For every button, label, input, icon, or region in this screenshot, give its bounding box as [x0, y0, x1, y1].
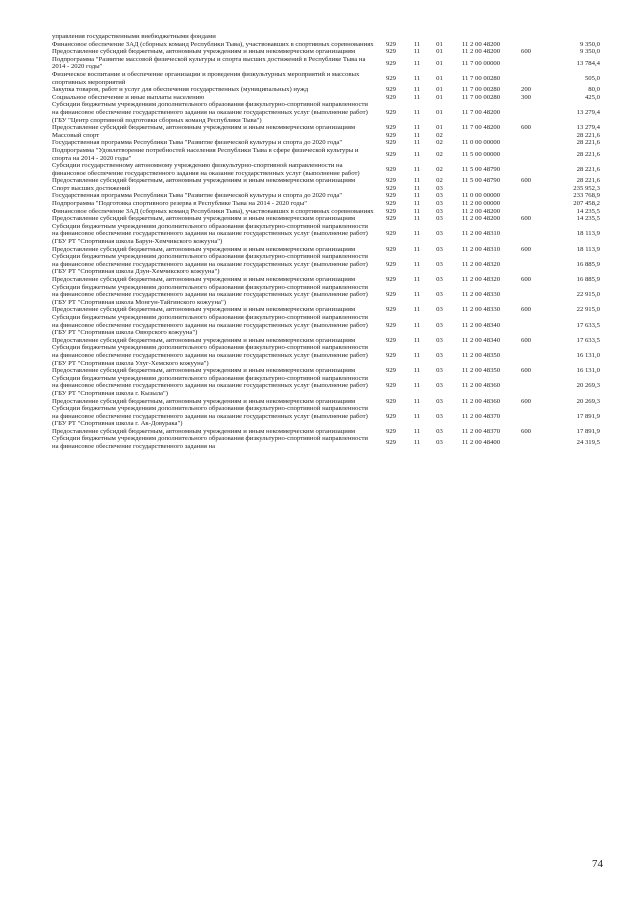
row-expense-type	[511, 139, 541, 147]
row-grbs: 929	[385, 291, 397, 299]
row-target-article	[451, 185, 511, 193]
row-section: 11	[413, 291, 421, 299]
row-target-article	[451, 33, 511, 41]
table-row	[52, 367, 600, 375]
row-section: 11	[413, 40, 421, 48]
table-row	[52, 405, 600, 428]
row-name: Субсидии бюджетным учреждениям дополнительного образования физкультурно-спортивной направленности на финансовое обеспечение государственного задания на оказание государственных услуг (выполнение работ) (ГБУ РТ "Спортивная школа Монгун-Тайгинского кожууна")	[52, 283, 368, 306]
row-section: 11	[413, 260, 421, 268]
row-grbs: 929	[385, 382, 397, 390]
row-amount: 13 784,4	[576, 59, 600, 67]
row-subsection: 03	[436, 382, 443, 390]
row-expense-type	[511, 132, 541, 140]
table-row	[52, 192, 600, 200]
row-section: 11	[413, 351, 421, 359]
row-section: 11	[413, 131, 421, 139]
row-expense-type	[511, 375, 541, 398]
row-name: Предоставление субсидий бюджетным, автономным учреждениям и иным некоммерческим организациям	[52, 336, 356, 344]
row-expense-type	[511, 223, 541, 246]
row-name: управления государственными внебюджетными фондами	[52, 33, 216, 40]
table-row	[52, 56, 600, 71]
row-amount: 18 113,9	[576, 245, 600, 253]
row-grbs: 929	[385, 427, 397, 435]
row-name: Социальное обеспечение и иные выплаты населению	[52, 93, 205, 101]
row-target-article: 11 2 00 48310	[461, 245, 501, 253]
table-row	[52, 48, 600, 56]
row-grbs: 929	[385, 215, 397, 223]
row-subsection: 03	[436, 200, 443, 208]
row-section: 11	[413, 427, 421, 435]
row-subsection: 02	[436, 177, 443, 185]
row-expense-type: 600	[520, 306, 532, 314]
row-target-article: 11 7 00 00280	[461, 74, 501, 82]
row-amount: 13 279,4	[576, 108, 600, 116]
row-name: Предоставление субсидий бюджетным, автономным учреждениям и иным некоммерческим организациям	[52, 48, 356, 56]
row-subsection	[428, 33, 451, 41]
row-expense-type: 600	[520, 427, 532, 435]
row-expense-type	[511, 253, 541, 276]
row-amount: 9 350,0	[579, 48, 600, 56]
row-expense-type	[511, 71, 541, 86]
row-target-article: 11 2 00 48200	[461, 215, 501, 223]
row-grbs: 929	[385, 245, 397, 253]
row-name: Физическое воспитание и обеспечение организации и проведения физкультурных мероприятий и массовых спортивных мероприятий	[52, 70, 360, 86]
row-target-article: 11 7 00 00280	[461, 93, 501, 101]
row-expense-type: 600	[520, 367, 532, 375]
row-target-article: 11 2 00 48350	[461, 367, 501, 375]
table-row	[52, 101, 600, 124]
row-grbs: 929	[385, 397, 397, 405]
row-section: 11	[413, 86, 421, 94]
row-grbs: 929	[385, 74, 397, 82]
row-amount: 16 885,9	[576, 276, 600, 283]
row-name: Закупка товаров, работ и услуг для обеспечения государственных (муниципальных) нужд	[52, 86, 309, 94]
row-amount: 22 915,0	[576, 306, 600, 314]
row-target-article: 11 2 00 48340	[461, 336, 501, 344]
row-subsection: 03	[436, 351, 443, 359]
row-subsection: 03	[436, 230, 443, 238]
row-name: Подпрограмма "Удовлетворение потребностей населения Республики Тыва в сфере физической культуры и спорта на 2014 - 2020 годы"	[52, 146, 359, 162]
row-section: 11	[413, 139, 421, 147]
table-row	[52, 185, 600, 193]
table-row	[52, 337, 600, 345]
row-subsection: 01	[436, 86, 443, 94]
table-row	[52, 94, 600, 102]
row-name: Финансовое обеспечение ЗАД (сборных команд Республики Тыва), участвовавших в спортивных соревнованиях	[52, 40, 374, 48]
row-expense-type	[511, 41, 541, 49]
row-grbs: 929	[385, 306, 397, 314]
row-expense-type: 600	[520, 397, 532, 405]
row-name: Субсидии бюджетным учреждениям дополнительного образования физкультурно-спортивной направленности на финансовое обеспечение государственного задания на оказание государственных услуг (выполнение работ) (ГБУ РТ "Спортивная школа Овюрского кожууна")	[52, 313, 368, 337]
budget-table-body	[52, 33, 600, 451]
table-row	[52, 139, 600, 147]
row-section: 11	[413, 200, 421, 208]
row-section: 11	[413, 439, 421, 447]
row-amount: 16 131,0	[576, 351, 600, 359]
row-target-article: 11 7 00 48200	[461, 124, 501, 132]
row-expense-type	[511, 208, 541, 216]
row-amount: 13 279,4	[576, 124, 600, 132]
row-name: Подпрограмма "Развитие массовой физической культуры и спорта высших достижений в Республике Тыва на 2014 - 2020 годы"	[52, 55, 366, 71]
table-row	[52, 253, 600, 276]
table-row	[52, 33, 600, 41]
row-subsection: 03	[436, 215, 443, 223]
row-target-article: 11 2 00 48370	[461, 427, 501, 435]
row-target-article: 11 7 00 48200	[461, 108, 501, 116]
row-target-article: 11 5 00 48790	[461, 177, 501, 185]
row-amount: 28 221,6	[576, 131, 600, 139]
row-subsection: 01	[436, 93, 443, 101]
row-expense-type	[511, 33, 541, 41]
row-subsection: 02	[436, 150, 443, 158]
row-grbs: 929	[385, 48, 397, 56]
row-name: Государственная программа Республики Тыва "Развитие физической культуры и спорта до 2020 года"	[52, 139, 343, 147]
row-expense-type: 600	[520, 245, 532, 253]
row-section: 11	[413, 177, 421, 185]
row-name: Предоставление субсидий бюджетным, автономным учреждениям и иным некоммерческим организациям	[52, 124, 356, 132]
table-row	[52, 86, 600, 94]
row-amount: 20 269,3	[576, 397, 600, 405]
row-name: Финансовое обеспечение ЗАД (сборных команд Республики Тыва), участвовавших в спортивных соревнованиях	[52, 207, 374, 215]
row-subsection: 03	[436, 439, 443, 447]
row-name: Предоставление субсидий бюджетным, автономным учреждениям и иным некоммерческим организациям	[52, 276, 356, 283]
row-name: Подпрограмма "Подготовка спортивного резерва в Республике Тыва на 2014 - 2020 годы"	[52, 200, 307, 208]
row-grbs: 929	[385, 124, 397, 132]
row-name: Предоставление субсидий бюджетным, автономным учреждениям и иным некоммерческим организациям	[52, 306, 356, 314]
row-section: 11	[413, 93, 421, 101]
row-grbs: 929	[385, 177, 397, 185]
budget-table	[52, 33, 600, 451]
row-name: Субсидии бюджетным учреждениям дополнительного образования физкультурно-спортивной направленности на финансовое обеспечение государственного задания на	[52, 435, 368, 451]
row-expense-type	[511, 192, 541, 200]
table-row	[52, 398, 600, 406]
row-expense-type: 600	[520, 177, 532, 185]
row-grbs: 929	[385, 260, 397, 268]
row-name: Субсидии бюджетным учреждениям дополнительного образования физкультурно-спортивной направленности на финансовое обеспечение государственного задания на оказание государственных услуг (выполнение работ) (ГБУ РТ "Спортивная школа Улуг-Хемского кожууна")	[52, 344, 368, 367]
row-amount: 17 633,5	[576, 336, 600, 344]
row-grbs: 929	[385, 367, 397, 375]
row-subsection: 01	[436, 108, 443, 116]
row-expense-type	[511, 435, 541, 450]
row-name: Субсидии государственному автономному учреждению физкультурно-спортивной направленности на финансовое обеспечение государственного задания на оказание государственных услуг (выполнение работ)	[52, 162, 360, 177]
row-target-article: 11 7 00 00000	[461, 59, 501, 67]
row-grbs: 929	[385, 40, 397, 48]
row-amount: 14 235,5	[576, 207, 600, 215]
row-name: Субсидии бюджетным учреждениям дополнительного образования физкультурно-спортивной направленности на финансовое обеспечение государственного задания на оказание государственных услуг (выполнение работ) (ГБУ РТ "Спортивная школа г. Ак-Довурака")	[52, 405, 368, 428]
row-grbs: 929	[385, 321, 397, 329]
row-subsection: 01	[436, 59, 443, 67]
row-subsection: 02	[436, 131, 443, 139]
row-expense-type: 600	[520, 336, 532, 344]
row-target-article: 11 2 00 48350	[461, 351, 501, 359]
row-grbs: 929	[385, 93, 397, 101]
row-section: 11	[413, 184, 421, 192]
table-row	[52, 132, 600, 140]
row-expense-type: 600	[520, 124, 532, 132]
row-target-article: 11 5 00 48790	[461, 165, 501, 173]
row-grbs: 929	[385, 184, 397, 192]
row-amount: 22 915,0	[576, 291, 600, 299]
row-section: 11	[413, 192, 421, 200]
row-target-article: 11 2 00 48360	[461, 382, 501, 390]
row-amount: 233 768,9	[573, 192, 600, 200]
table-row	[52, 177, 600, 185]
row-target-article: 11 2 00 48340	[461, 321, 501, 329]
row-subsection: 01	[436, 74, 443, 82]
row-expense-type	[511, 405, 541, 428]
row-expense-type	[511, 284, 541, 307]
table-row	[52, 215, 600, 223]
row-target-article: 11 0 00 00000	[461, 139, 501, 147]
row-target-article: 11 2 00 48200	[461, 48, 501, 56]
row-target-article: 11 2 00 48330	[461, 306, 501, 314]
row-subsection: 03	[436, 207, 443, 215]
table-row	[52, 162, 600, 177]
row-amount: 28 221,6	[576, 177, 600, 185]
row-target-article: 11 2 00 48370	[461, 412, 501, 420]
row-amount: 235 952,3	[573, 184, 600, 192]
row-subsection: 03	[436, 306, 443, 314]
row-section: 11	[413, 124, 421, 132]
row-expense-type	[511, 185, 541, 193]
table-row	[52, 41, 600, 49]
row-grbs: 929	[385, 139, 397, 147]
page-number: 74	[592, 858, 603, 870]
row-expense-type	[511, 344, 541, 367]
row-expense-type: 600	[520, 215, 532, 223]
row-expense-type	[511, 56, 541, 71]
table-row	[52, 223, 600, 246]
row-target-article: 11 2 00 48330	[461, 291, 501, 299]
row-grbs: 929	[385, 412, 397, 420]
row-section: 11	[413, 412, 421, 420]
row-subsection: 01	[436, 40, 443, 48]
row-grbs: 929	[385, 207, 397, 215]
row-amount: 28 221,6	[576, 139, 600, 147]
row-target-article: 11 2 00 00000	[461, 200, 501, 208]
table-row	[52, 276, 600, 284]
row-grbs: 929	[385, 131, 397, 139]
row-section: 11	[413, 321, 421, 329]
row-subsection: 03	[436, 291, 443, 299]
row-section	[406, 33, 428, 41]
table-row	[52, 375, 600, 398]
table-row	[52, 246, 600, 254]
row-amount: 28 221,6	[576, 150, 600, 158]
row-grbs: 929	[385, 150, 397, 158]
row-subsection: 03	[436, 260, 443, 268]
row-target-article	[451, 132, 511, 140]
row-section: 11	[413, 215, 421, 223]
row-expense-type: 300	[520, 93, 532, 101]
row-section: 11	[413, 48, 421, 56]
row-subsection: 02	[436, 165, 443, 173]
row-target-article: 11 0 00 00000	[461, 192, 501, 200]
row-amount: 16 885,9	[576, 260, 600, 268]
row-amount: 20 269,3	[576, 382, 600, 390]
row-amount: 9 350,0	[579, 40, 600, 48]
row-target-article: 11 2 00 48200	[461, 207, 501, 215]
row-section: 11	[413, 306, 421, 314]
row-subsection: 02	[436, 139, 443, 147]
row-grbs: 929	[385, 351, 397, 359]
table-row	[52, 71, 600, 86]
row-subsection: 03	[436, 276, 443, 283]
row-grbs: 929	[385, 276, 397, 283]
row-subsection: 03	[436, 427, 443, 435]
row-name: Субсидии бюджетным учреждениям дополнительного образования физкультурно-спортивной направленности на финансовое обеспечение государственного задания на оказание государственных услуг (выполнение работ) (ГБУ РТ "Спортивная школа г. Кызыла")	[52, 374, 368, 397]
row-expense-type: 200	[520, 86, 532, 94]
row-target-article: 11 7 00 00280	[461, 86, 501, 94]
row-target-article: 11 2 00 48310	[461, 230, 501, 238]
row-name: Массовый спорт	[52, 131, 100, 139]
row-target-article: 11 2 00 48200	[461, 40, 501, 48]
row-name: Субсидии бюджетным учреждениям дополнительного образования физкультурно-спортивной направленности на финансовое обеспечение государственного задания на оказание государственных услуг (выполнение работ) (ГБУ "Центр спортивной подготовки сборных команд Республики Тыва")	[52, 101, 368, 124]
row-amount: 18 113,9	[576, 230, 600, 238]
row-grbs: 929	[385, 59, 397, 67]
row-section: 11	[413, 382, 421, 390]
row-section: 11	[413, 165, 421, 173]
row-subsection: 03	[436, 367, 443, 375]
row-expense-type: 600	[520, 48, 532, 56]
row-grbs	[376, 33, 406, 41]
row-grbs: 929	[385, 86, 397, 94]
row-target-article: 11 2 00 48320	[461, 260, 501, 268]
row-grbs: 929	[385, 165, 397, 173]
row-subsection: 03	[436, 412, 443, 420]
row-target-article: 11 5 00 00000	[461, 150, 501, 158]
row-expense-type	[511, 147, 541, 162]
row-name: Предоставление субсидий бюджетным, автономным учреждениям и иным некоммерческим организациям	[52, 367, 356, 375]
row-subsection: 03	[436, 321, 443, 329]
table-row	[52, 284, 600, 307]
row-amount: 207 458,2	[573, 200, 600, 208]
row-section: 11	[413, 336, 421, 344]
table-row	[52, 344, 600, 367]
row-name: Субсидии бюджетным учреждениям дополнительного образования физкультурно-спортивной направленности на финансовое обеспечение государственного задания на оказание государственных услуг (выполнение работ) (ГБУ РТ "Спортивная школа Барун-Хемчикского кожууна")	[52, 222, 368, 246]
row-section: 11	[413, 74, 421, 82]
row-grbs: 929	[385, 192, 397, 200]
row-section: 11	[413, 59, 421, 67]
row-subsection: 03	[436, 192, 443, 200]
row-amount: 80,0	[588, 86, 600, 94]
row-name: Спорт высших достижений	[52, 184, 131, 192]
row-grbs: 929	[385, 336, 397, 344]
row-section: 11	[413, 245, 421, 253]
row-subsection: 03	[436, 336, 443, 344]
table-row	[52, 435, 600, 450]
row-expense-type: 600	[520, 276, 532, 283]
row-section: 11	[413, 230, 421, 238]
row-section: 11	[413, 276, 421, 283]
row-amount: 17 891,9	[576, 412, 600, 420]
table-row	[52, 314, 600, 337]
row-name: Предоставление субсидий бюджетным, автономным учреждениям и иным некоммерческим организациям	[52, 215, 356, 223]
row-grbs: 929	[385, 439, 397, 447]
row-amount	[541, 33, 600, 41]
table-row	[52, 306, 600, 314]
table-row	[52, 124, 600, 132]
table-row	[52, 428, 600, 436]
table-row	[52, 208, 600, 216]
row-amount: 24 319,5	[576, 439, 600, 447]
row-section: 11	[413, 397, 421, 405]
row-subsection: 03	[436, 245, 443, 253]
row-grbs: 929	[385, 108, 397, 116]
row-section: 11	[413, 150, 421, 158]
row-name: Предоставление субсидий бюджетным, автономным учреждениям и иным некоммерческим организациям	[52, 245, 356, 253]
row-name: Предоставление субсидий бюджетным, автономным учреждениям и иным некоммерческим организациям	[52, 177, 356, 185]
row-target-article: 11 2 00 48400	[461, 439, 501, 447]
table-row	[52, 147, 600, 162]
row-name: Субсидии бюджетным учреждениям дополнительного образования физкультурно-спортивной направленности на финансовое обеспечение государственного задания на оказание государственных услуг (выполнение работ) (ГБУ РТ "Спортивная школа Дзун-Хемчикского кожууна")	[52, 253, 368, 276]
row-name: Предоставление субсидий бюджетным, автономным учреждениям и иным некоммерческим организациям	[52, 397, 356, 405]
row-grbs: 929	[385, 230, 397, 238]
row-section: 11	[413, 367, 421, 375]
row-subsection: 03	[436, 184, 443, 192]
row-target-article: 11 2 00 48360	[461, 397, 501, 405]
row-subsection: 01	[436, 48, 443, 56]
table-row	[52, 200, 600, 208]
row-amount: 17 633,5	[576, 321, 600, 329]
row-amount: 14 235,5	[576, 215, 600, 223]
row-amount: 28 221,6	[576, 165, 600, 173]
row-expense-type	[511, 200, 541, 208]
row-subsection: 03	[436, 397, 443, 405]
row-amount: 425,0	[584, 93, 600, 101]
row-target-article: 11 2 00 48320	[461, 276, 501, 283]
row-expense-type	[511, 162, 541, 177]
row-expense-type	[511, 314, 541, 337]
row-name: Предоставление субсидий бюджетным, автономным учреждениям и иным некоммерческим организациям	[52, 427, 356, 435]
row-expense-type	[511, 101, 541, 124]
row-grbs: 929	[385, 200, 397, 208]
row-name: Государственная программа Республики Тыва "Развитие физической культуры и спорта до 2020 года"	[52, 192, 343, 200]
row-amount: 17 891,9	[576, 427, 600, 435]
row-section: 11	[413, 207, 421, 215]
row-subsection: 01	[436, 124, 443, 132]
row-amount: 505,0	[584, 74, 600, 82]
row-section: 11	[413, 108, 421, 116]
row-amount: 16 131,0	[576, 367, 600, 375]
